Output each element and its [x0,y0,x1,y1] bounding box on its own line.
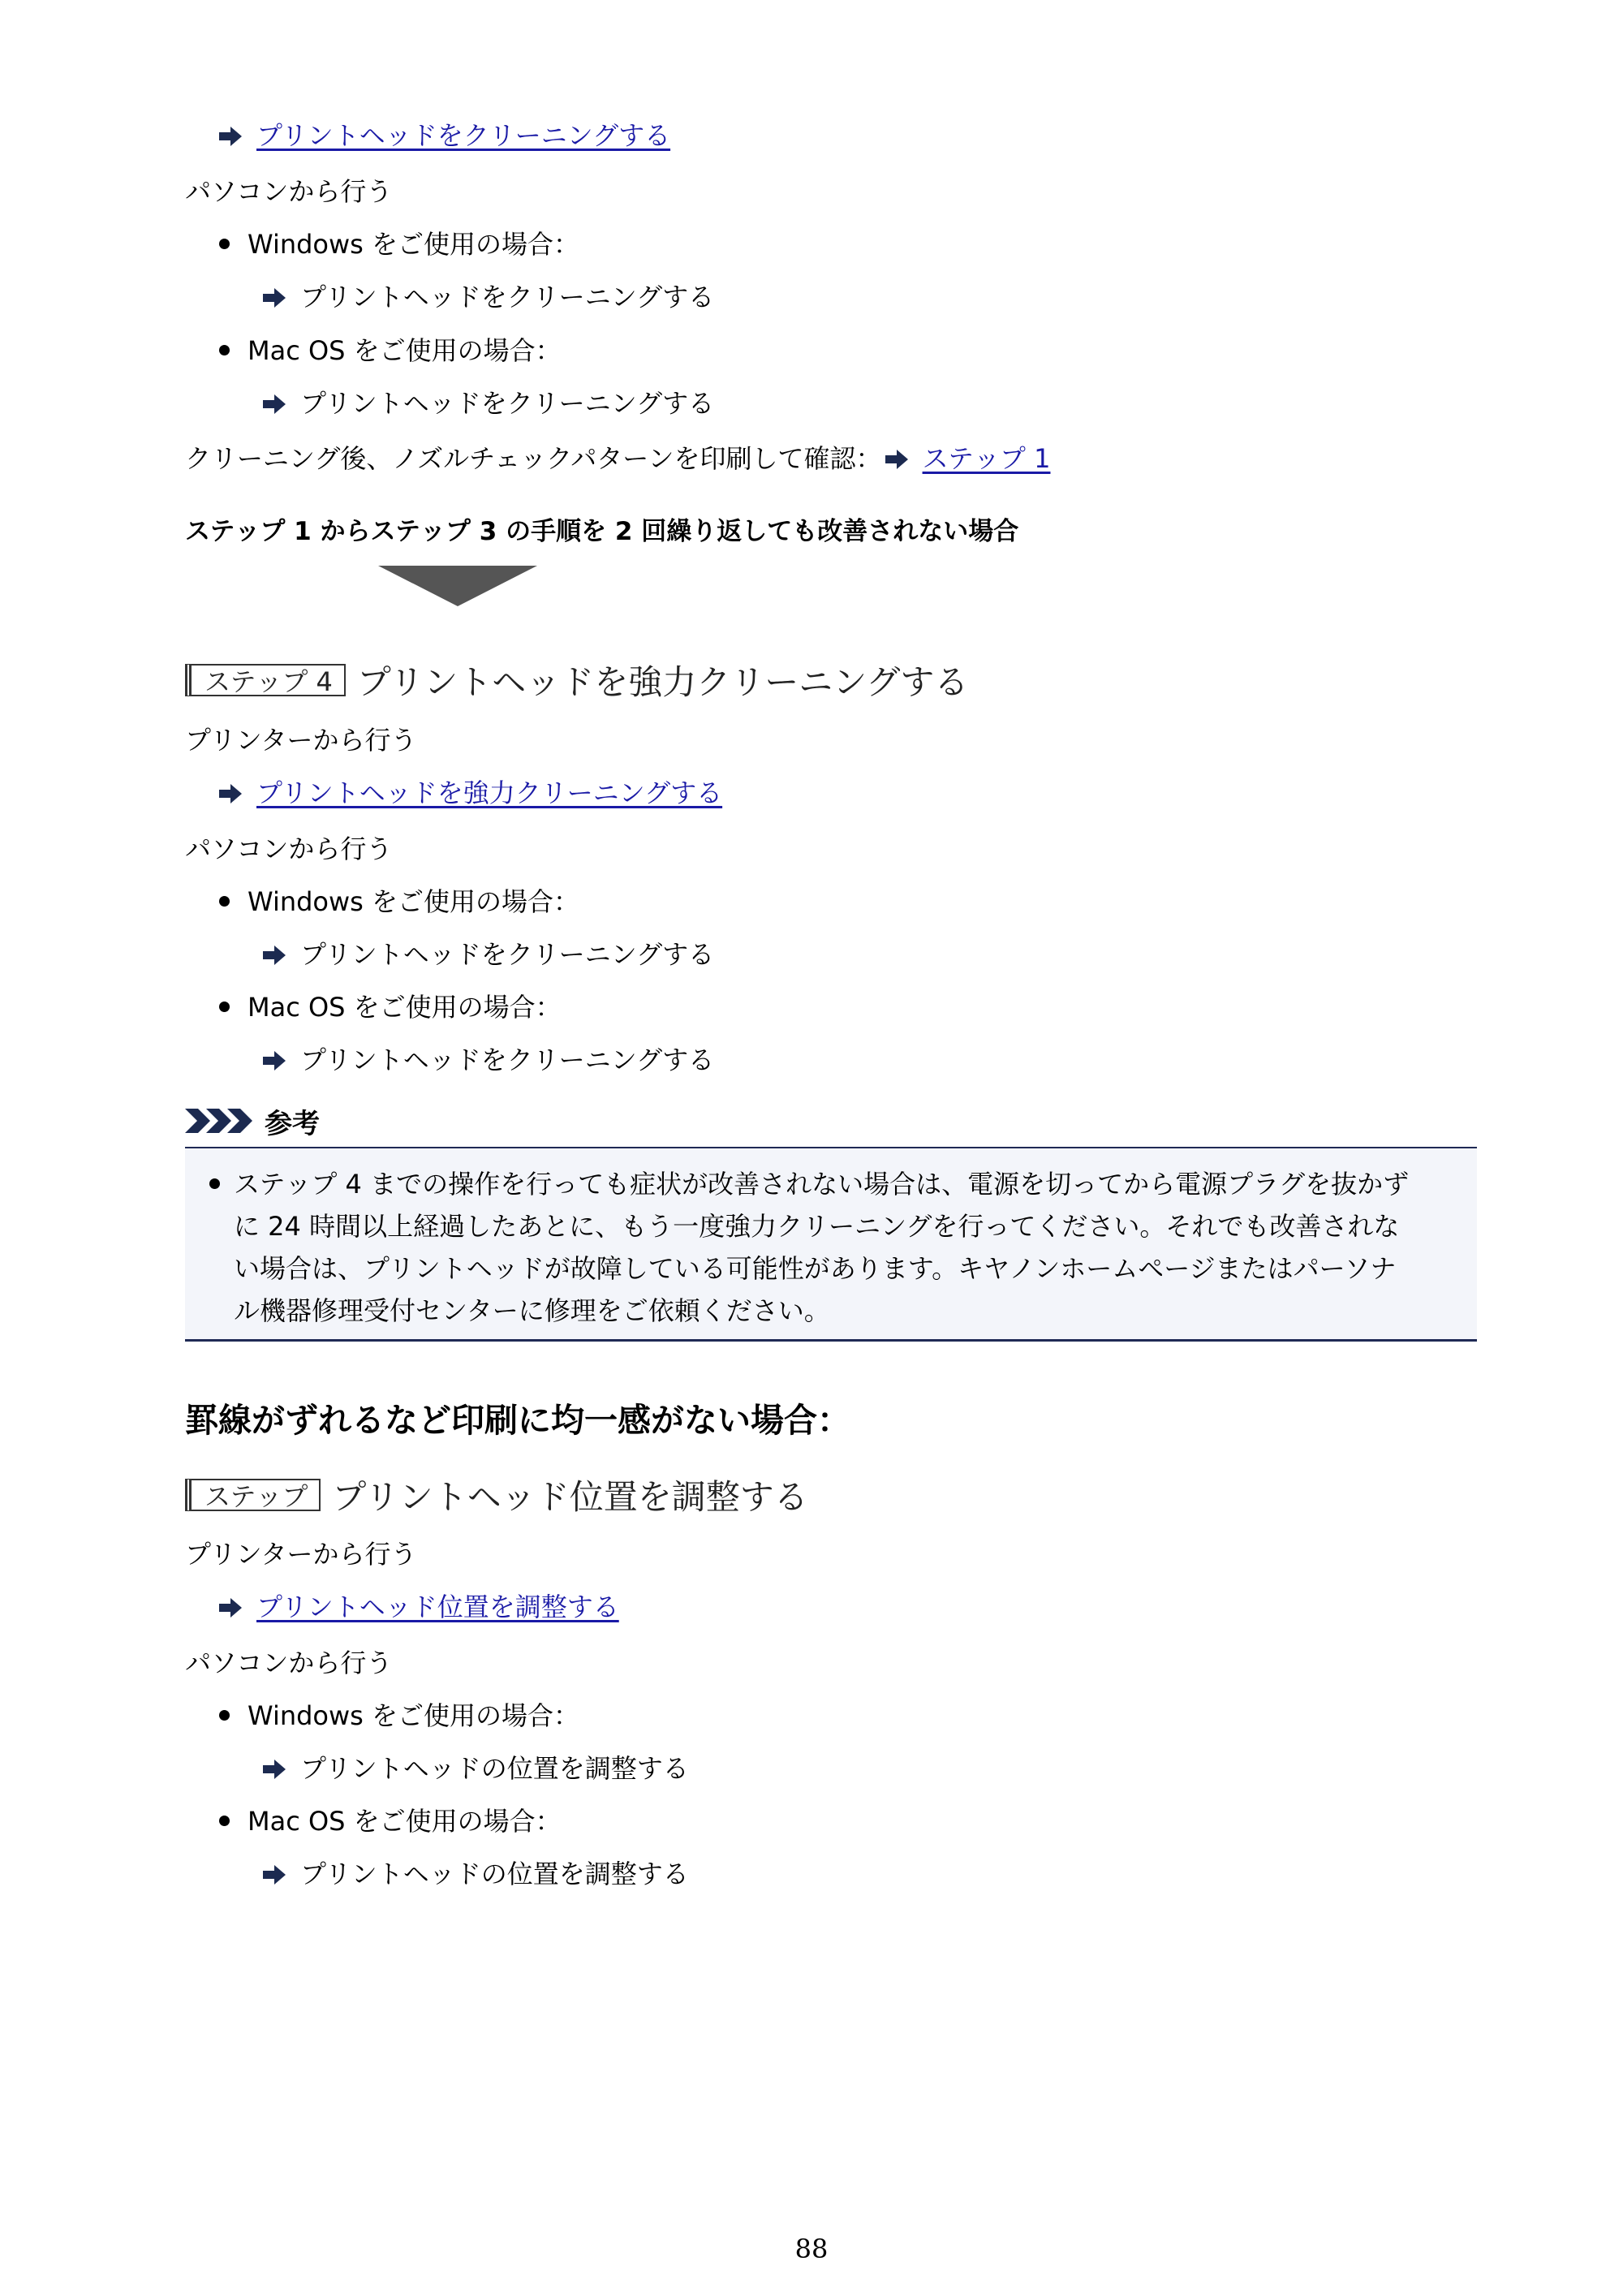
bullet-icon [219,345,230,355]
deep-clean-link[interactable]: プリントヘッドを強力クリーニングする [256,778,723,808]
ref-row [263,386,714,421]
step4-heading [185,662,969,702]
bullet-icon [219,1710,230,1721]
list-item [219,1698,579,1734]
arrow-right-icon [263,1051,286,1070]
list-item [219,989,562,1025]
bullet-icon [219,896,230,907]
windows-label: Windows をご使用の場合： [248,1700,580,1731]
windows-label: Windows をご使用の場合： [248,886,580,917]
align-heading [185,1477,808,1517]
mac-ref: プリントヘッドをクリーニングする [300,388,715,419]
step4-title: プリントヘッドを強力クリーニングする [356,662,969,702]
arrow-right-icon [219,784,242,803]
pc-label: パソコンから行う [185,834,393,864]
mac-ref: プリントヘッドをクリーニングする [300,1045,715,1075]
link-row-clean[interactable] [219,118,670,153]
mac-label: Mac OS をご使用の場合： [248,1806,562,1837]
page-number: 88 [794,2234,829,2264]
ref-row [263,937,714,972]
windows-label: Windows をご使用の場合： [248,229,580,260]
section-title: 罫線がずれるなど印刷に均一感がない場合： [185,1401,850,1440]
windows-ref: プリントヘッドの位置を調整する [300,1753,689,1784]
bullet-icon [219,239,230,249]
arrow-right-icon [263,288,286,308]
arrow-right-icon [263,394,286,414]
note-box [185,1147,1477,1342]
align-title: プリントヘッド位置を調整する [332,1477,808,1517]
step1-link[interactable]: ステップ 1 [922,443,1051,474]
note-heading [185,1101,320,1141]
pc-label: パソコンから行う [185,176,393,207]
printer-label: プリンターから行う [185,725,417,756]
list-item [219,333,562,368]
step4-badge: ステップ 4 [185,664,346,696]
pc-label: パソコンから行う [185,1648,393,1678]
arrow-right-icon [263,946,286,965]
after-clean-text: クリーニング後、ノズルチェックパターンを印刷して確認： [185,443,882,474]
mac-ref: プリントヘッドの位置を調整する [300,1859,689,1889]
arrow-right-icon [885,450,908,469]
printer-label: プリンターから行う [185,1539,417,1570]
link-row-align[interactable] [219,1589,619,1625]
arrow-right-icon [263,1865,286,1885]
after-clean-row [185,441,1050,476]
note-line: ステップ 4 までの操作を行っても症状が改善されない場合は、電源を切ってから電源プラグを抜かず [234,1169,1410,1200]
list-item [219,226,579,262]
windows-ref: プリントヘッドをクリーニングする [300,282,715,312]
clean-head-link[interactable]: プリントヘッドをクリーニングする [256,120,671,151]
arrow-right-icon [263,1760,286,1779]
note-line: い場合は、プリントヘッドが故障している可能性があります。キヤノンホームページまたはパーソナ [234,1253,1397,1284]
bullet-icon [209,1178,220,1189]
note-text [234,1163,1459,1332]
repeat-heading: ステップ 1 からステップ 3 の手順を 2 回繰り返しても改善されない場合 [185,517,1019,546]
mac-label: Mac OS をご使用の場合： [248,335,562,366]
note-label: 参考 [265,1107,320,1140]
ref-row [263,1042,714,1078]
note-line: ル機器修理受付センターに修理をご依頼ください。 [234,1295,830,1326]
list-item [219,884,579,920]
arrow-right-icon [219,1598,242,1618]
list-item [219,1803,562,1839]
triple-chevron-icon [185,1107,255,1135]
bullet-icon [219,1002,230,1012]
align-badge: ステップ [185,1479,321,1511]
arrow-right-icon [219,127,242,146]
link-row-deep[interactable] [219,775,722,811]
note-line: に 24 時間以上経過したあとに、もう一度強力クリーニングを行ってください。それでも改善されな [234,1211,1400,1242]
mac-label: Mac OS をご使用の場合： [248,992,562,1023]
ref-row [263,279,714,315]
ref-row [263,1751,689,1786]
down-triangle-icon [378,566,537,606]
ref-row [263,1856,689,1892]
bullet-icon [219,1816,230,1826]
align-head-link[interactable]: プリントヘッド位置を調整する [256,1592,619,1622]
windows-ref: プリントヘッドをクリーニングする [300,939,715,970]
